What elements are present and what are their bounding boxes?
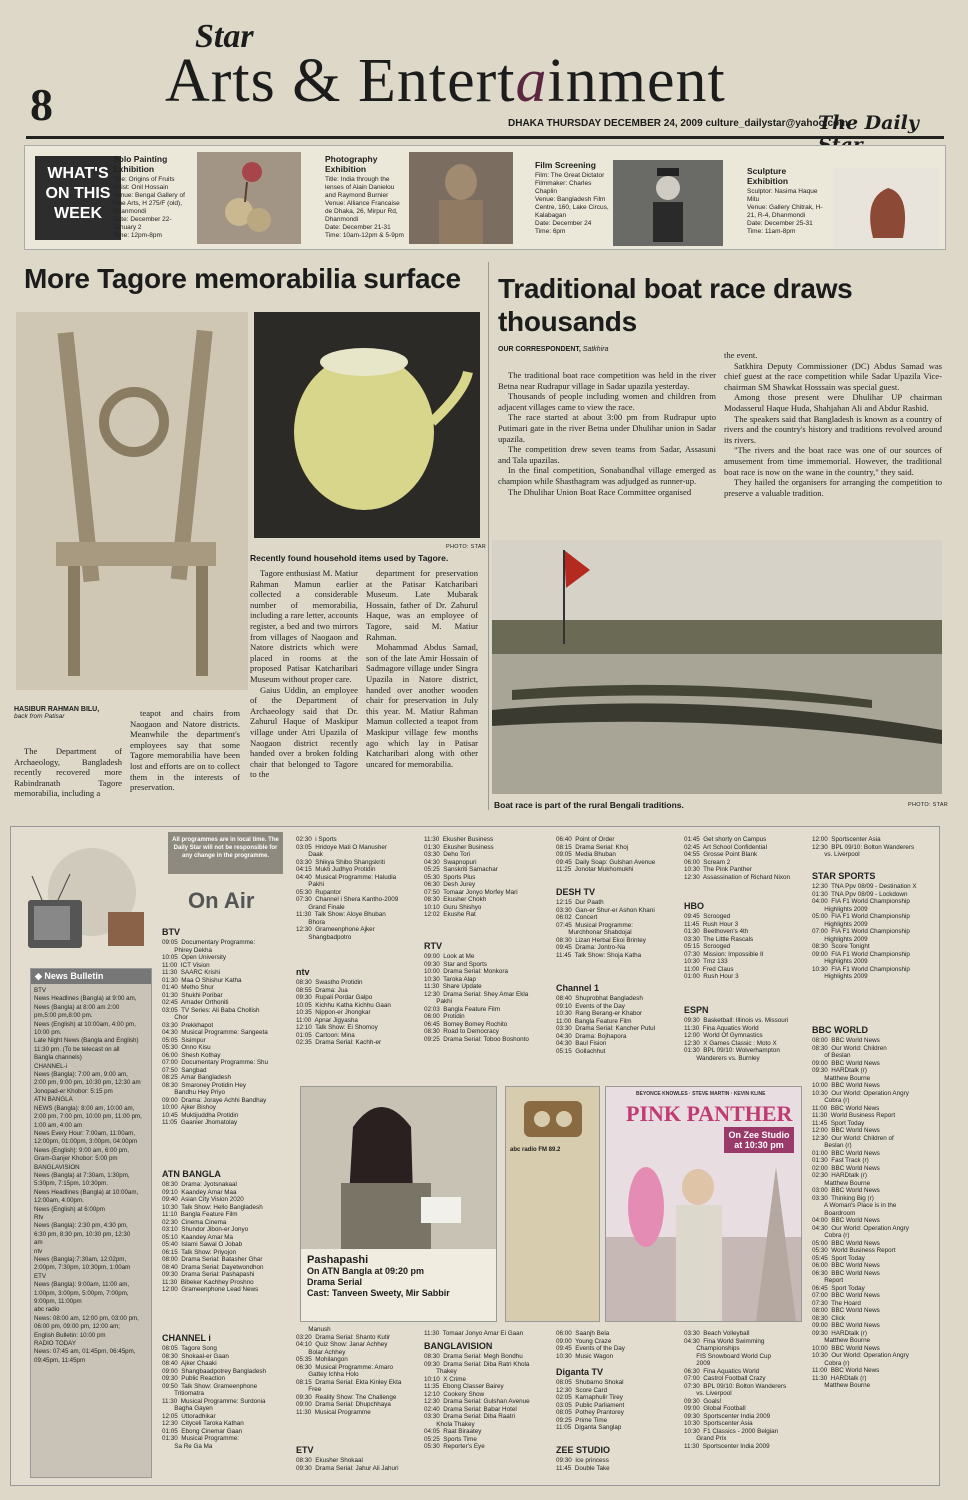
news-bulletin-title: News Bulletin [44, 971, 104, 981]
schedule-channel-i [162, 1332, 292, 1482]
event-title: Film Screening [535, 160, 596, 170]
radio-icon [506, 1091, 599, 1143]
paragraph: The Department of Archaeology, Bangladesh recently recovered more Rabindranath Tagore memorabilia, including a [14, 746, 122, 799]
pink-panther-promo [605, 1086, 802, 1322]
paragraph: Tagore enthusiast M. Matiur Rahman Mamun earlier collected a considerable number of memorabilia, including a rare letter, accounts register, a bed and two mirrors from villages of Naogaon and Natore districts which were placed in rooms at the proposed Patisar Katcharibari Museum without proper care. [250, 568, 358, 684]
listings: 09:05 Documentary Programme: Phirey Dekha 10:05 Open University 11:00 ICT Vision 11:30 SAARC Krishi 01:30 Maa O Shishur Katha 01:40 Metho Shur 01:30 Shukhi Poribar 02:45 Amader Orthoniti 03:05 TV Series: Ali Baba Chollish Chor 03:30 Prekkhapot 04:30 Musical Programme: Sangeeta 05:05 Sisimpur 05:30 Onno Kisu 06:00 Shesh Kothay 07:00 Documentary Programme: Shu 07:50 Sangbad 08:25 Amar Bangladesh 08:30 Smaroney Protidin Hey Bandhu Hey Priyo 09:00 Drama: Joraye Achhi Bandhay 10:00 Ajker Bishoy 10:45 Muktijuddha Protidin 11:05 Gaanier Jhomatolay [162, 939, 269, 1126]
listings: 08:30 Swastho Protidin 08:55 Drama: Jua 09:30 Rupali Pordar Galpo 10:05 Kichhu Katha Kichhu Gaan 10:35 Nippon-er Jhongkar 11:00 Apnar Jigyasha 12:10 Talk Show: Ei Shomoy 01:05 Cartoon: Mina 02:35 Drama Serial: Kachh-er [296, 979, 391, 1046]
channel-title: CHANNEL i [162, 1333, 211, 1343]
schedule-star-sports [812, 870, 938, 1022]
boat-headline: Traditional boat race draws thousands [498, 273, 853, 337]
paragraph: Among those present were Dhulihar UP chairman Modasserul Haque Huda, Shahjahan Ali and Abdur Rashid. [724, 392, 942, 413]
boat-byline [498, 346, 608, 353]
boat-col-1 [498, 370, 716, 497]
pashapashi-photo [301, 1087, 496, 1249]
promo-time: On ATN Bangla at 09:20 pm [307, 1266, 425, 1276]
news-bulletin-header [31, 969, 151, 984]
tv-illustration [22, 840, 152, 958]
paragraph: Gaius Uddin, an employee of the Department of Archaeology said that Dr. Zahurul Haque of Maskipur village under Atri Upazila of Naogaon district recently handed over a broken folding chair that belonged to Tagore to the [250, 684, 358, 780]
channel-title: ZEE STUDIO [556, 1445, 611, 1455]
schedule-col5: 01:45 Get shorty on Campus 02:45 Art School Confidential 04:55 Grosse Point Blank 06:00 Scream 2 10:30 The Pink Panther 12:30 Assassination of Richard Nixon [684, 836, 791, 881]
star-logo: Star [195, 18, 254, 55]
schedule-bot2: 11:30 Tomaar Jonyo Amar Ei Gaan [424, 1330, 524, 1337]
paragraph: Mohammad Abdus Samad, son of the late Amir Hossain of Sadmagore village under Singra Upazila in Natore district, handed over another wooden chair for preservation in July this year. M. Matiur Rahman Mamun collected a teapot from Maskipur village few months ago which lay in Patisar Katcharibari along with other uncared for memorabilia. [366, 642, 478, 769]
chaplin-art [613, 160, 723, 246]
schedule-btv [162, 926, 292, 1126]
listings: 08:30 Drama: Jyotsnakaal 09:10 Kaandey Amar Maa 09:40 Asian City Vision 2020 10:30 Talk Show: Hello Bangladesh 11:10 Bangla Feature Film 02:30 Cinema Cinema 03:10 Shundor Jibon-er Jonyo 05:10 Kaandey Amar Ma 05:40 Islami Sawal O Jobab 06:15 Talk Show: Priyojon 08:00 Drama Serial: Batasher Ghar 08:40 Drama Serial: Dayetwondhon 09:30 Drama Serial: Pashapashi 11:30 Bibeker Kachhey Proshno 12:00 Grameenphone Lead News [162, 1181, 264, 1293]
whats-on-label: WHAT'S ON THIS WEEK [35, 156, 121, 240]
promo-genre: Drama Serial [307, 1277, 363, 1287]
listings: 09:30 Ice princess 11:45 Double Take [556, 1457, 610, 1472]
paragraph: The speakers said that Bangladesh is known as a country of rivers and the country's history and traditions revolved around its rivers. [724, 413, 942, 445]
sculpture-photo [833, 168, 939, 248]
channel-title: ATN BANGLA [162, 1169, 221, 1179]
event-text: Sculptor: Nasima Haque Mitu Venue: Gallery Chitrak, H-21, R-4, Dhanmondi Date: December 25-31 Time: 11am-8pm [747, 188, 823, 235]
sadhu-photo [409, 152, 513, 244]
pink-panther-actors: BEYONCE KNOWLES · STEVE MARTIN · KEVIN KLINE [636, 1091, 766, 1097]
sculpture-art [833, 168, 939, 248]
schedule-rtv [424, 940, 552, 1084]
paragraph: the event. [724, 350, 758, 360]
event-text: Title: Origins of Fruits Artist: Onil Hossain Venue: Bengal Gallery of Fine Arts, H 275/F (old), Dhanmondi Date: December 22-January 2 Time: 12pm-8pm [113, 176, 185, 239]
schedule-bot1: Manush 03:20 Drama Serial: Shanto Kutir 04:10 Quiz Show: Janar Achhey Bolar Achhey 05:35 Mohilangon 06:30 Musical Programme: Amaro Gattey Ichha Holo 08:15 Drama Serial: Ekta Kinley Ekta Free 09:30 Reality Show: The Challenge 09:00 Drama Serial: Dhupchhaya 11:30 Musical Programme [296, 1326, 402, 1416]
page-number: 8 [30, 79, 53, 130]
schedule-hbo [684, 900, 808, 1004]
on-air-title: On Air [188, 888, 255, 913]
listings: 08:40 Shuprobhat Bangladesh 09:10 Events of the Day 10:30 Rang Berang-er Khabor 11:00 Bangla Feature Film 03:30 Drama Serial: Kancher Putul 04:30 Drama: Bojhapora 04:30 Baul Fision 05:15 Gollachhut [556, 995, 656, 1055]
schedule-zee [556, 1444, 680, 1484]
channel-title: ESPN [684, 1005, 709, 1015]
schedule-bot3: 06:00 Saanjh Bela 09:00 Young Craze 09:45 Events of the Day 10:30 Music Wagon [556, 1330, 625, 1360]
schedule-channel-1 [556, 982, 680, 1082]
listings: 08:30 Drama Serial: Megh Bondhu 09:30 Drama Serial: Diba Ratri Khola Thakey 10:10 X Crime 11:35 Ebong Classer Bairey 12:10 Cookery Show 12:30 Drama Serial: Gulshan Avenue 02:40 Drama Serial: Babar Hotel 03:30 Drama Serial: Diba Raatri Khola Thakey 04:05 Raat Biraatey 05:25 Sports Time 05:30 Reporter's Eye [424, 1353, 530, 1450]
chaplin-photo [613, 160, 723, 246]
paragraph: department for preservation at the Patisar Katcharibari Museum. Late Mubarak Hossain, father of Dr. Zahurul Haque, was an employee of Tagore, said M. Matiur Rahman. [366, 568, 478, 642]
tagore-teapot-photo [254, 312, 480, 538]
boat-caption: Boat race is part of the rural Bengali traditions. [494, 800, 684, 810]
channel-title: Channel 1 [556, 983, 600, 993]
event-4 [747, 166, 827, 236]
channel-title: STAR SPORTS [812, 871, 876, 881]
tagore-col-4 [366, 568, 478, 769]
listings: 08:30 Ekusher Shokaal 09:30 Drama Serial: Jahur Ali Jahuri [296, 1457, 399, 1472]
paragraph: Satkhira Deputy Commissioner (DC) Abdus Samad was chief guest at the race competition while Sadar Upazila Vice-chairman SM Shawkat Hosssain was special guest. [724, 360, 942, 392]
section-title [165, 46, 726, 117]
event-text: Title: India through the lenses of Alain Danielou and Raymond Burnier Venue: Alliance Francaise de Dhaka, 26, Mirpur Rd, Dhanmondi Date: December 21-31 Time: 10am-12pm & 5-9pm [325, 176, 404, 239]
channel-title: HBO [684, 901, 704, 911]
promo-title: Pashapashi [307, 1254, 369, 1266]
boat-col-2 [724, 350, 942, 498]
channel-title: Diganta TV [556, 1367, 604, 1377]
schedule-col2: 02:30 i Sports 03:05 Hridoye Mati O Manusher Daak 03:30 Shikya Shibo Shangskriti 04:15 Mukti Judhyo Protidin 04:40 Musical Programme: Haludia Pakhi 05:30 Rupantor 07:30 Channel i Shera Kantho-2009 Grand Finale 11:30 Talk Show: Aloye Bhuban Bhora 12:30 Grameenphone Ajker Shangbadpotro [296, 836, 399, 941]
actor: BEYONCE KNOWLES [636, 1091, 688, 1097]
chair-art [16, 312, 248, 690]
column-divider [488, 262, 489, 810]
tagore-col-2 [130, 708, 240, 793]
schedule-note: All programmes are in local time. The Daily Star will not be responsible for any change in the programme. [168, 832, 283, 874]
listings: 09:00 Look at Me 09:30 Star and Sports 10:00 Drama Serial: Monkora 10:30 Taroka Alap 11:30 Share Update 12:30 Drama Serial: Shey Amar Ekla Pakhi 02:03 Bangla Feature Film 06:00 Protidin 06:45 Bomey Bomey Rochito 08:30 Road to Democracy 09:25 Drama Serial: Toboo Boshonto [424, 953, 529, 1043]
listings: 12:30 TNA Ppv 08/09 - Destination X 01:30 TNA Ppv 08/09 - Lockdown 04:00 FIA F1 World Championship Highlights 2009 05:00 FIA F1 World Championship Highlights 2009 07:00 FIA F1 World Championship Highlights 2009 08:30 Score Tonight 09:00 FIA F1 World Championship Highlights 2009 10:30 FIA F1 World Championship Highlights 2009 [812, 883, 917, 980]
tagore-col-3 [250, 568, 358, 780]
title-a: a [515, 47, 548, 115]
dateline: DHAKA THURSDAY DECEMBER 24, 2009 culture_dailystar@yahoo.com [508, 118, 849, 129]
actor: KEVIN KLINE [733, 1091, 766, 1097]
channel-title: BBC WORLD [812, 1025, 868, 1035]
listings: 09:30 Basketball: Illinois vs. Missouri 11:30 Fina Aquatics World 12:00 World Of Gymnastics 12:30 X Games Classic : Moto X 01:30 BPL 09/10: Wolverhampton Wanderers vs. Burnley [684, 1017, 789, 1062]
paragraph: In the final competition, Sonabandhal village emerged as champion while Shasthagram was adjudged as runner-up. [498, 465, 716, 486]
schedule-col4: 06:40 Point of Order 08:15 Drama Serial: Khoj 09:05 Media Bhuban 09:45 Daily Soap: Gulshan Avenue 11:25 Jonotar Mukhomukhi [556, 836, 656, 873]
event-3 [535, 160, 615, 236]
schedule-col3: 11:30 Ekusher Business 01:30 Ekusher Business 03:30 Deho Tori 04:30 Swapnopuri 05:25 Sanskriti Samachar 05:30 Sports Plus 06:30 Desh Jurey 07:50 Tomaar Jonyo Morfey Mari 08:30 Ekusher Chokh 10:10 Guru Shishyo 12:02 Ekushe Rat [424, 836, 518, 918]
event-1 [113, 154, 193, 240]
radio-label: abc radio FM 89.2 [510, 1147, 561, 1153]
boat-race-art [492, 540, 942, 794]
tv-icon [22, 840, 152, 958]
pink-panther-time: On Zee Studio at 10:30 pm [724, 1127, 794, 1153]
paragraph: "The rivers and the boat race was one of our sources of amusement from time immemorial. However, the traditional boat race is now on the wane in the country," they said. [724, 445, 942, 477]
schedule-etv [296, 1444, 420, 1486]
schedule-bot4: 03:30 Beach Volleyball 04:30 Fina World Swimming Championships FIS Snowboard World Cup 2009 06:30 Fina Aquatics World 07:00 Castrol Football Crazy 07:30 BPL 09/10: Bolton Wanderers vs. Liverpool 09:30 Goals! 09:00 Global Football 09:30 Sportscenter India 2009 10:30 Sportscenter Asia 10:30 F1 Classics - 2000 Belgian Grand Prix 11:30 Sportscenter India 2009 [684, 1330, 787, 1450]
channel-title: DESH TV [556, 887, 596, 897]
whats-on-strip [24, 145, 946, 250]
schedule-col6: 12:00 Sportscenter Asia 12:30 BPL 09/10: Bolton Wanderers vs. Liverpool [812, 836, 915, 858]
event-title: Sculpture Exhibition [747, 166, 789, 186]
channel-title: ETV [296, 1445, 314, 1455]
channel-title: ntv [296, 967, 310, 977]
paper-logo: The Daily [818, 112, 919, 134]
event-title: Photography Exhibition [325, 154, 378, 174]
tagore-photo-credit: PHOTO: STAR [446, 544, 487, 550]
listings: 08:05 Tagore Song 08:30 Shokaal-er Gaan 08:40 Ajker Chaaki 09:00 Shangbaadpotrey Bangladesh 09:30 Public Reaction 09:50 Talk Show: Grameenphone Tritiomatra 11:30 Musical Programme: Surdonia Bagha Gayen 12:05 Uttoradhikar 12:30 Cityceli Taroka Kathan 01:05 Ebong Cinemar Gaan 01:30 Musical Programme: Sa Re Ga Ma [162, 1345, 266, 1450]
pashapashi-promo [300, 1086, 497, 1322]
teapot-art [254, 312, 480, 538]
byline-name: OUR CORRESPONDENT, [498, 346, 581, 353]
news-bulletin-box [30, 968, 152, 1478]
masthead-rule [26, 136, 944, 139]
listings: 09:45 Scrooged 11:45 Rush Hour 3 01:30 Beethoven's 4th 03:30 The Little Rascals 05:15 Scrooged 07:30 Mission: Impossible II 10:30 Tmz 133 11:00 Fred Claus 01:00 Rush Hour 3 [684, 913, 764, 980]
event-title: Solo Painting Exhibition [113, 154, 168, 174]
channel-title: BANGLAVISION [424, 1341, 493, 1351]
event-text: Film: The Great Dictator Filmmaker: Charles Chaplin Venue: Bangladesh Film Centre, 160, Lake Circus, Kalabagan Date: December 24 Time: 6pm [535, 172, 609, 235]
paragraph: The Dhulihar Union Boat Race Committee organised [508, 486, 692, 497]
paragraph: The race started at about 3:00 pm from Rudrapur upto Putimari gate in the river Betna under Dhulihar union in Sadar upazila. [498, 412, 716, 444]
tagore-byline [14, 706, 124, 720]
radio-box [505, 1086, 600, 1322]
schedule-banglavision [424, 1340, 552, 1486]
paragraph: They hailed the organisers for arranging the competition to preserve a valuable tradition. [724, 477, 942, 498]
byline-name: HASIBUR RAHMAN BILU, [14, 706, 100, 713]
schedule-atn [162, 1168, 292, 1330]
tagore-col-1 [14, 746, 122, 799]
paragraph: The traditional boat race competition was held in the river Betna near Rudrapur village in Sadar upazila yesterday. [498, 370, 716, 391]
schedule-ntv [296, 966, 420, 1084]
title-part2: inment [547, 47, 726, 115]
fruit-painting-photo [197, 152, 301, 244]
promo-cast: Cast: Tanveen Sweety, Mir Sabbir [307, 1288, 450, 1298]
pink-panther-title: PINK PANTHER [626, 1101, 793, 1126]
boat-race-photo [492, 540, 942, 794]
tagore-headline: More Tagore memorabilia surface [24, 263, 461, 294]
pashapashi-text [307, 1255, 450, 1299]
actor: STEVE MARTIN [692, 1091, 730, 1097]
channel-title: RTV [424, 941, 442, 951]
listings: 08:05 Shubarno Shokal 12:30 Score Card 02:05 Karnaphulir Tirey 03:05 Public Parliament 08:05 Pothey Prantorey 09:25 Prime Time 11:05 Diganta Sanglap [556, 1379, 625, 1431]
title-part1: Arts & Entert [165, 47, 516, 115]
tagore-caption: Recently found household items used by Tagore. [250, 553, 449, 563]
schedule-diganta [556, 1366, 680, 1444]
news-bulletin-text: BTV News Headlines (Bangla) at 9:00 am, News (Bangla) at 8:00 am 2:00 pm,5:00 pm,8:00 pm. News (English) at 10:00am, 4:00 pm, 10:00 pm. Late Night News (Bangla and English) 11:30 pm. (To be telecast on all Bangla channels) CHANNEL-i News (Bangla): 7:00 am, 9:00 am, 2:00 pm, 9:00 pm, 10:30 pm, 12:30 am Jonopad-er Khobor: 5:15 pm ATN BANGLA NEWS (Bangla): 8:00 am, 10:00 am, 2:00 pm, 7:00 pm, 10:00 pm, 11:00 pm, 1:00 am, 4:00 am News Every Hour: 7:00am, 11:00am, 12:00pm, 01:00pm, 3:00pm, 04:00pm News (English): 9:00 am, 6:00 pm, Gram-Ganjer Khobor: 5:00 pm BANGLAVISION News (Bangla) at 7:30am, 1:30pm, 5:30pm, 7:15pm, 10:30pm. News Headlines (Bangla) at 10:00am, 12:00am, 4:00pm. News (English) at 6:00pm Rtv News (Bangla): 2:30 pm, 4:30 pm, 6:30 pm, 8:30 pm, 10:30 pm, 12:30 am ntv News (Bangla):7:30am, 12:02pm, 2:00pm, 7:30pm, 10:30pm, 1:00am ETV News (Bangla): 9:00am, 11:00 am, 1:00pm, 3:00pm, 5:00pm, 7:00pm, 9:00pm, 11:00pm abc radio News: 08:00 am, 12:00 pm, 03:00 pm, 06:00 pm, 09:00 pm, 12:00 am; English Bulletin: 10:00 pm RADIO TODAY News: 07:45 am, 01:45pm, 06:45pm, 09:45pm, 11:45pm [34, 987, 142, 1364]
listings: 08:00 BBC World News 08:30 Our World: Children of Beslan 09:00 BBC World News 09:30 HARDtalk (r) Matthew Bourne 10:00 BBC World News 10:30 Our World: Operation Angry Cobra (r) 11:00 BBC World News 11:30 World Business Report 11:45 Sport Today 12:00 BBC World News 12:30 Our World: Children of Beslan (r) 01:00 BBC World News 01:30 Fast Track (r) 02:00 BBC World News 02:30 HARDtalk (r) Matthew Bourne 03:00 BBC World News 03:30 Thinking Big (r) A Woman's Place is in the Boardroom 04:00 BBC World News 04:30 Our World: Operation Angry Cobra (r) 05:00 BBC World News 05:30 World Business Report 05:45 Sport Today 06:00 BBC World News 06:30 BBC World News Report 06:45 Sport Today 07:00 BBC World News 07:30 The Hoard 08:00 BBC World News 08:30 Click 09:00 BBC World News 09:30 HARDtalk (r) Matthew Bourne 10:00 BBC World News 10:30 Our World: Operation Angry Cobra (r) 11:00 BBC World News 11:30 HARDtalk (r) Matthew Bourne [812, 1037, 909, 1389]
tagore-chair-photo [16, 312, 248, 690]
boat-photo-credit: PHOTO: STAR [908, 802, 949, 808]
channel-title: BTV [162, 927, 180, 937]
diamond-icon: ◆ [35, 971, 45, 981]
paragraph: teapot and chairs from Naogaon and Natore districts. Meanwhile the department's employees say that some Tagore memorabilia have been lost and efforts are on to collect them in the interests of preservation. [130, 708, 240, 793]
painting-art [197, 152, 301, 244]
schedule-desh [556, 886, 680, 982]
sadhu-art [409, 152, 513, 244]
listings: 12:15 Dur Paath 03:30 Gan-er Shur-er Ashon Khani 06:02 Concert 07:45 Musical Programme: Murchhonar Shabdojal 08:30 Lizan Herbal Ekoi Brintey 09:45 Drama: Jontro-Na 11:45 Talk Show: Shoja Katha [556, 899, 655, 959]
schedule-bbc [812, 1024, 938, 1482]
schedule-espn [684, 1004, 808, 1084]
byline-from: Satkhira [582, 346, 609, 353]
paragraph: The competition drew seven teams from Sadar, Assasuni and Tala upazilas. [498, 444, 716, 465]
event-2 [325, 154, 405, 240]
byline-from: back from Patisar [14, 713, 65, 720]
paragraph: Thousands of people including women and children from adjacent villages came to view the race. [498, 391, 716, 412]
